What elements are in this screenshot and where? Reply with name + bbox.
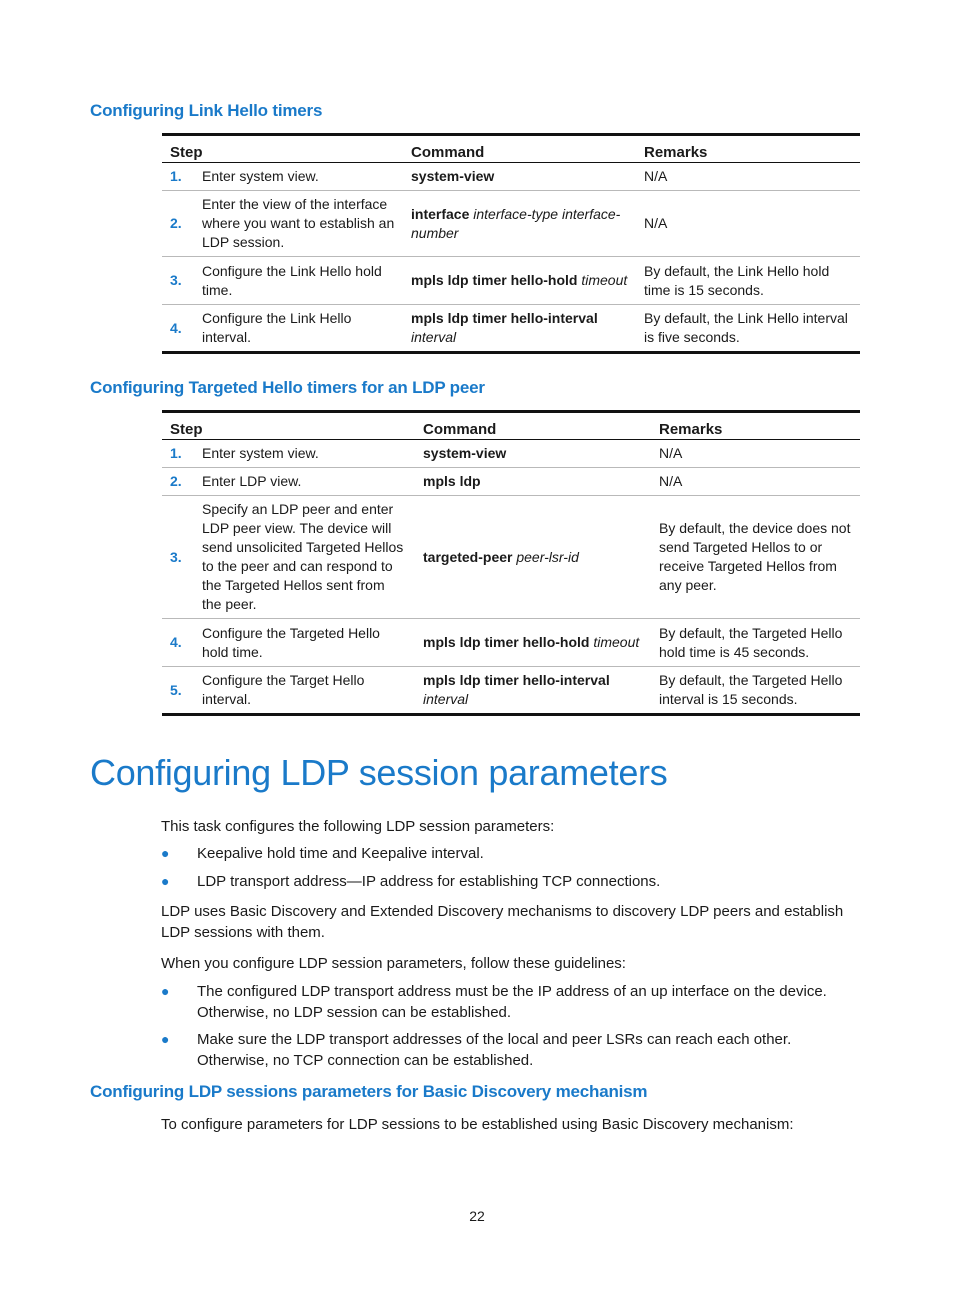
remarks-cell: N/A (651, 440, 860, 468)
step-number: 1. (162, 440, 194, 468)
column-header-step: Step (162, 135, 403, 163)
section-heading-link-hello: Configuring Link Hello timers (90, 101, 323, 120)
command-keyword: targeted-peer (423, 548, 513, 565)
discovery-paragraph: LDP uses Basic Discovery and Extended Discovery mechanisms to discovery LDP peers and establish LDP sessions with them. (161, 903, 844, 941)
bullet-icon: ● (161, 983, 170, 999)
table-row (162, 667, 860, 715)
step-number: 4. (162, 619, 194, 667)
link-hello-table (162, 133, 860, 354)
table-row (162, 191, 860, 257)
step-description: Specify an LDP peer and enter LDP peer view. The device will send unsolicited Targeted Hellos to the peer and can respond to the Targeted Hellos sent from the peer. (194, 496, 415, 619)
column-header-command: Command (415, 412, 651, 440)
command-argument: timeout (593, 634, 640, 650)
command-keyword: mpls ldp timer hello-interval (411, 310, 598, 326)
table-row (162, 619, 860, 667)
step-number: 3. (162, 257, 194, 305)
list-item-text: Make sure the LDP transport addresses of the local and peer LSRs can reach each other. Otherwise, no TCP connection can be established. (197, 1031, 792, 1069)
column-header-remarks: Remarks (651, 412, 860, 440)
command-cell (403, 305, 636, 353)
step-description: Configure the Link Hello hold time. (194, 257, 403, 305)
table-row (162, 163, 860, 191)
step-description: Configure the Link Hello interval. (194, 305, 403, 353)
step-number: 4. (162, 305, 194, 353)
command-cell (415, 440, 651, 468)
table-row (162, 305, 860, 353)
command-keyword: mpls ldp timer hello-hold (411, 272, 578, 288)
section-heading-basic-discovery: Configuring LDP sessions parameters for Basic Discovery mechanism (90, 1082, 648, 1101)
basic-discovery-paragraph: To configure parameters for LDP sessions to be established using Basic Discovery mechanism: (161, 1116, 794, 1133)
table-row (162, 496, 860, 619)
step-number: 2. (162, 191, 194, 257)
step-description: Enter LDP view. (194, 468, 415, 496)
command-keyword: mpls ldp (423, 473, 481, 489)
bullet-icon: ● (161, 873, 170, 889)
page-title: Configuring LDP session parameters (90, 752, 668, 793)
remarks-cell: By default, the device does not send Targeted Hellos to or receive Targeted Hellos from any peer. (651, 496, 860, 619)
step-description: Configure the Target Hello interval. (194, 667, 415, 715)
table-row (162, 440, 860, 468)
remarks-cell: N/A (636, 163, 860, 191)
step-description: Configure the Targeted Hello hold time. (194, 619, 415, 667)
command-argument: interface-type interface-number (411, 205, 621, 241)
remarks-cell: By default, the Link Hello interval is five seconds. (636, 305, 860, 353)
step-description: Enter system view. (194, 163, 403, 191)
command-keyword: mpls ldp timer hello-interval (423, 672, 610, 688)
command-cell (415, 496, 651, 619)
command-cell (415, 667, 651, 715)
list-item-text: The configured LDP transport address must be the IP address of an up interface on the device. Otherwise, no LDP session can be established. (197, 983, 827, 1021)
bullet-icon: ● (161, 1031, 170, 1047)
step-number: 5. (162, 667, 194, 715)
step-description: Enter the view of the interface where you want to establish an LDP session. (194, 191, 403, 257)
step-number: 2. (162, 468, 194, 496)
command-argument: interval (411, 329, 457, 345)
step-description: Enter system view. (194, 440, 415, 468)
command-keyword: system-view (423, 445, 507, 461)
command-argument: interval (423, 691, 469, 707)
page-number: 22 (469, 1208, 485, 1224)
remarks-cell: By default, the Targeted Hello interval is 15 seconds. (651, 667, 860, 715)
targeted-hello-table (162, 410, 860, 716)
remarks-cell: By default, the Link Hello hold time is 15 seconds. (636, 257, 860, 305)
command-cell (403, 163, 636, 191)
section-heading-targeted-hello: Configuring Targeted Hello timers for an LDP peer (90, 378, 485, 397)
list-item-text: LDP transport address—IP address for establishing TCP connections. (197, 873, 661, 890)
remarks-cell: By default, the Targeted Hello hold time is 45 seconds. (651, 619, 860, 667)
command-keyword: system-view (411, 168, 495, 184)
command-argument: timeout (581, 272, 628, 288)
command-cell (403, 257, 636, 305)
guidelines-paragraph: When you configure LDP session parameters, follow these guidelines: (161, 955, 626, 972)
step-number: 3. (162, 496, 194, 619)
command-keyword: interface (411, 205, 470, 222)
bullet-icon: ● (161, 845, 170, 861)
column-header-remarks: Remarks (636, 135, 860, 163)
intro-paragraph: This task configures the following LDP session parameters: (161, 818, 555, 835)
command-cell (415, 619, 651, 667)
remarks-cell: N/A (651, 468, 860, 496)
step-number: 1. (162, 163, 194, 191)
column-header-step: Step (162, 412, 415, 440)
column-header-command: Command (403, 135, 636, 163)
command-cell (403, 191, 636, 257)
remarks-cell: N/A (636, 191, 860, 257)
list-item-text: Keepalive hold time and Keepalive interval. (197, 845, 484, 862)
command-keyword: mpls ldp timer hello-hold (423, 634, 590, 650)
table-row (162, 257, 860, 305)
command-cell (415, 468, 651, 496)
table-row (162, 468, 860, 496)
command-argument: peer-lsr-id (516, 548, 579, 565)
